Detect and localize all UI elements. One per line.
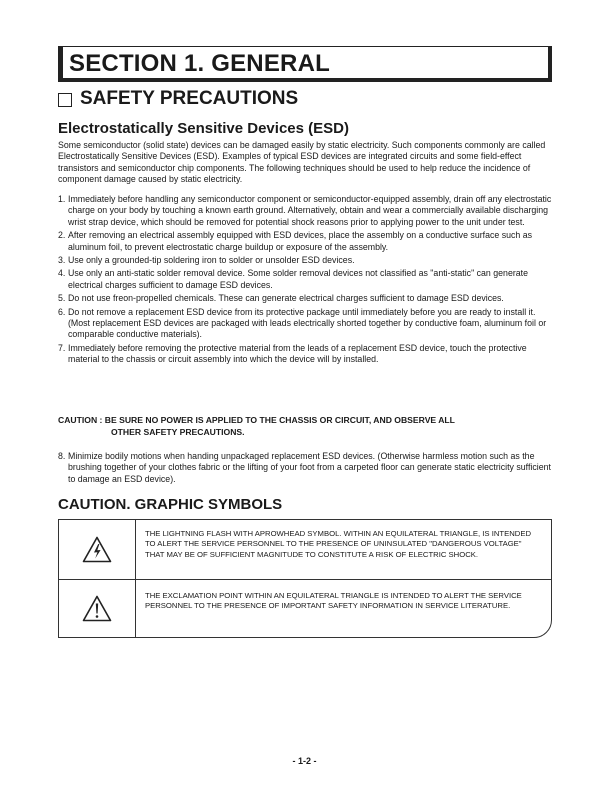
symbol-icon-cell bbox=[59, 520, 136, 579]
list-item-number: 1. bbox=[58, 194, 66, 204]
exclamation-triangle-icon bbox=[82, 595, 112, 622]
symbol-row bbox=[59, 520, 551, 580]
safety-title: SAFETY PRECAUTIONS bbox=[80, 88, 299, 109]
esd-precautions-list bbox=[58, 194, 554, 368]
symbol-description: THE LIGHTNING FLASH WITH APROWHEAD SYMBOL. WITHIN AN EQUILATERAL TRIANGLE, IS INTENDED TO ALERT THE SERVICE PERSONNEL TO THE PRESENCE OF UNINSULATED "DANGEROUS VOLTAGE" THAT MAY BE OF SUFFICIENT MAGNITUDE TO CONSTITUTE A RISK OF ELECTRIC SHOCK. bbox=[145, 529, 531, 559]
list-item-text: Minimize bodily motions when handing unpackaged replacement ESD devices. (Otherwise harmless motion such as the brushing together of your clothes fabric or the lifting of your foot from a carpeted floor can generate static electricity sufficient to damage an ESD device). bbox=[68, 451, 551, 484]
list-item bbox=[58, 343, 554, 366]
list-item bbox=[58, 255, 554, 266]
page-number: - 1-2 - bbox=[292, 756, 317, 766]
list-item-number: 2. bbox=[58, 230, 66, 241]
esd-intro-paragraph: Some semiconductor (solid state) devices can be damaged easily by static electricity. Such components commonly are called Electrostatically Sensitive Devices (ESD). Examples of typical ESD devices are integrated circuits and some field-effect transistors and semiconductor chip components. The following techniques should be used to help reduce the incidence of component damage caused by static electricity. bbox=[58, 140, 546, 185]
list-item-number: 8. bbox=[58, 451, 66, 461]
list-item bbox=[58, 194, 554, 228]
list-item-text: Use only a grounded-tip soldering iron to solder or unsolder ESD devices. bbox=[68, 255, 355, 266]
esd-heading: Electrostatically Sensitive Devices (ESD) bbox=[58, 120, 349, 137]
list-item-number: 4. bbox=[58, 268, 66, 279]
list-item-number: 5. bbox=[58, 293, 66, 304]
lightning-triangle-icon bbox=[82, 536, 112, 563]
symbol-row bbox=[59, 579, 551, 637]
list-item bbox=[58, 293, 554, 304]
list-item bbox=[58, 307, 554, 341]
list-item-text: After removing an electrical assembly equipped with ESD devices, place the assembly on a conductive surface such as aluminum foil, to prevent electrostatic charge buildup or exposure of the assembly. bbox=[68, 230, 533, 252]
list-item-text: Immediately before removing the protective material from the leads of a replacement ESD device, touch the protective material to the chassis or circuit assembly into which the device will by installed. bbox=[68, 342, 527, 365]
safety-heading bbox=[58, 88, 298, 110]
caution-line-1: CAUTION : BE SURE NO POWER IS APPLIED TO THE CHASSIS OR CIRCUIT, AND OBSERVE ALL bbox=[58, 415, 455, 425]
graphic-symbols-table bbox=[58, 519, 552, 638]
list-item-number: 7. bbox=[58, 342, 66, 353]
section-title: SECTION 1. GENERAL bbox=[69, 50, 330, 77]
list-item-text: Use only an anti-static solder removal device. Some solder removal devices not classified as "anti-static" can generate electrical charges sufficient to damage ESD devices. bbox=[68, 268, 528, 290]
list-item bbox=[58, 268, 554, 291]
section-header-box bbox=[58, 46, 552, 82]
section-header-bar bbox=[59, 47, 63, 78]
checkbox-icon bbox=[58, 93, 72, 107]
list-item bbox=[58, 230, 554, 253]
list-item-number: 3. bbox=[58, 255, 66, 266]
symbol-description: THE EXCLAMATION POINT WITHIN AN EQUILATERAL TRIANGLE IS INTENDED TO ALERT THE SERVICE PERSONNEL TO THE PRESENCE OF IMPORTANT SAFETY INFORMATION IN SERVICE LITERATURE. bbox=[145, 591, 522, 611]
graphic-symbols-heading: CAUTION. GRAPHIC SYMBOLS bbox=[58, 496, 283, 513]
list-item-text: Do not use freon-propelled chemicals. These can generate electrical charges sufficient to damage ESD devices. bbox=[68, 293, 504, 304]
caution-line-2: OTHER SAFETY PRECAUTIONS. bbox=[111, 427, 245, 438]
symbol-icon-cell bbox=[59, 579, 136, 637]
list-item bbox=[58, 451, 554, 485]
caution-notice bbox=[58, 414, 554, 438]
list-item-number: 6. bbox=[58, 306, 66, 317]
list-item-text: Immediately before handling any semiconductor component or semiconductor-equipped assembly, drain off any electrostatic charge on your body by touching a known earth ground. Alternatively, obtain and wear a commercially available discharging wrist strap device, which should be removed for potential shock reasons prior to applying power to the unit under test. bbox=[68, 194, 552, 227]
list-item-text: Do not remove a replacement ESD device from its protective package until immediately before you are ready to install it. (Most replacement ESD devices are packaged with leads electrically shorted together by conductive foam, aluminum foil or comparable conductive materials). bbox=[68, 306, 547, 340]
esd-precautions-list-continued bbox=[58, 451, 554, 485]
